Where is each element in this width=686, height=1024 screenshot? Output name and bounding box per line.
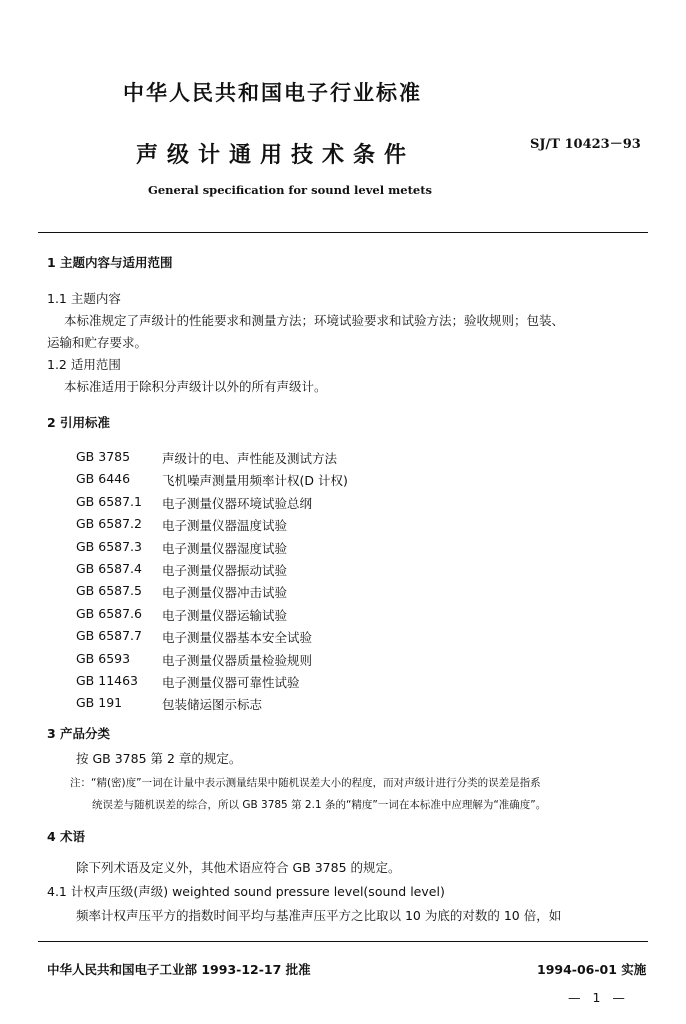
reference-code: GB 6593 <box>76 650 131 666</box>
reference-title: 电子测量仪器环境试验总纲 <box>162 495 313 511</box>
section-4-1-heading: 4.1 计权声压级(声级) weighted sound pressure level(sound level) <box>47 884 445 899</box>
reference-title: 电子测量仪器湿度试验 <box>162 540 288 556</box>
standard-number: SJ/T 10423－93 <box>530 137 641 152</box>
section-3-note-line2: 统误差与随机误差的综合，所以 GB 3785 第 2.1 条的“精度”一词在本标准中应理解为“准确度”。 <box>92 799 547 811</box>
section-4-text: 除下列术语及定义外，其他术语应符合 GB 3785 的规定。 <box>76 860 401 875</box>
reference-title: 飞机噪声测量用频率计权(D 计权) <box>162 473 348 489</box>
reference-title: 电子测量仪器可靠性试验 <box>162 675 300 690</box>
reference-code: GB 6587.1 <box>76 493 142 509</box>
header-rule <box>38 232 648 233</box>
section-3-heading: 3 产品分类 <box>47 726 111 741</box>
approval-line: 中华人民共和国电子工业部 1993-12-17 批准 <box>47 962 311 977</box>
section-1-2-text: 本标准适用于除积分声级计以外的所有声级计。 <box>64 379 327 394</box>
reference-title: 声级计的电、声性能及测试方法 <box>162 451 338 466</box>
standard-title: 声级计通用技术条件 <box>136 143 416 168</box>
reference-title: 电子测量仪器振动试验 <box>162 563 288 578</box>
reference-code: GB 6587.2 <box>76 516 142 532</box>
section-1-1-text-line1: 本标准规定了声级计的性能要求和测量方法；环境试验要求和试验方法；验收规则；包装、 <box>64 313 565 328</box>
reference-title: 电子测量仪器温度试验 <box>162 518 288 534</box>
issuing-authority-title: 中华人民共和国电子行业标准 <box>123 81 422 105</box>
reference-title: 电子测量仪器质量检验规则 <box>162 652 313 668</box>
section-4-1-text: 频率计权声压平方的指数时间平均与基准声压平方之比取以 10 为底的对数的 10 倍，如 <box>76 908 562 923</box>
reference-code: GB 6446 <box>76 471 131 487</box>
reference-code: GB 6587.5 <box>76 583 142 599</box>
section-1-1-text-line2: 运输和贮存要求。 <box>47 335 148 350</box>
section-3-text: 按 GB 3785 第 2 章的规定。 <box>76 751 242 766</box>
section-3-note-line1: 注：“精(密)度”一词在计量中表示测量结果中随机误差大小的程度，而对声级计进行分类的误差是指系 <box>70 777 541 789</box>
section-4-heading: 4 术语 <box>47 829 86 844</box>
section-1-1-heading: 1.1 主题内容 <box>47 291 121 306</box>
section-1-heading: 1 主题内容与适用范围 <box>47 255 173 270</box>
reference-code: GB 6587.4 <box>76 561 142 576</box>
reference-code: GB 191 <box>76 695 123 711</box>
section-1-2-heading: 1.2 适用范围 <box>47 357 121 372</box>
reference-title: 电子测量仪器基本安全试验 <box>162 630 313 646</box>
english-title: General specification for sound level metets <box>148 183 432 197</box>
reference-code: GB 11463 <box>76 673 138 688</box>
page-number: — 1 — <box>568 990 629 1005</box>
reference-code: GB 3785 <box>76 449 131 464</box>
reference-code: GB 6587.7 <box>76 628 142 644</box>
reference-code: GB 6587.6 <box>76 605 142 621</box>
reference-title: 电子测量仪器冲击试验 <box>162 585 288 601</box>
footer-rule <box>38 941 648 942</box>
reference-title: 电子测量仪器运输试验 <box>162 607 288 623</box>
reference-title: 包装储运图示标志 <box>162 697 263 713</box>
reference-code: GB 6587.3 <box>76 538 142 554</box>
section-2-heading: 2 引用标准 <box>47 415 111 430</box>
effective-date: 1994-06-01 实施 <box>537 962 647 977</box>
